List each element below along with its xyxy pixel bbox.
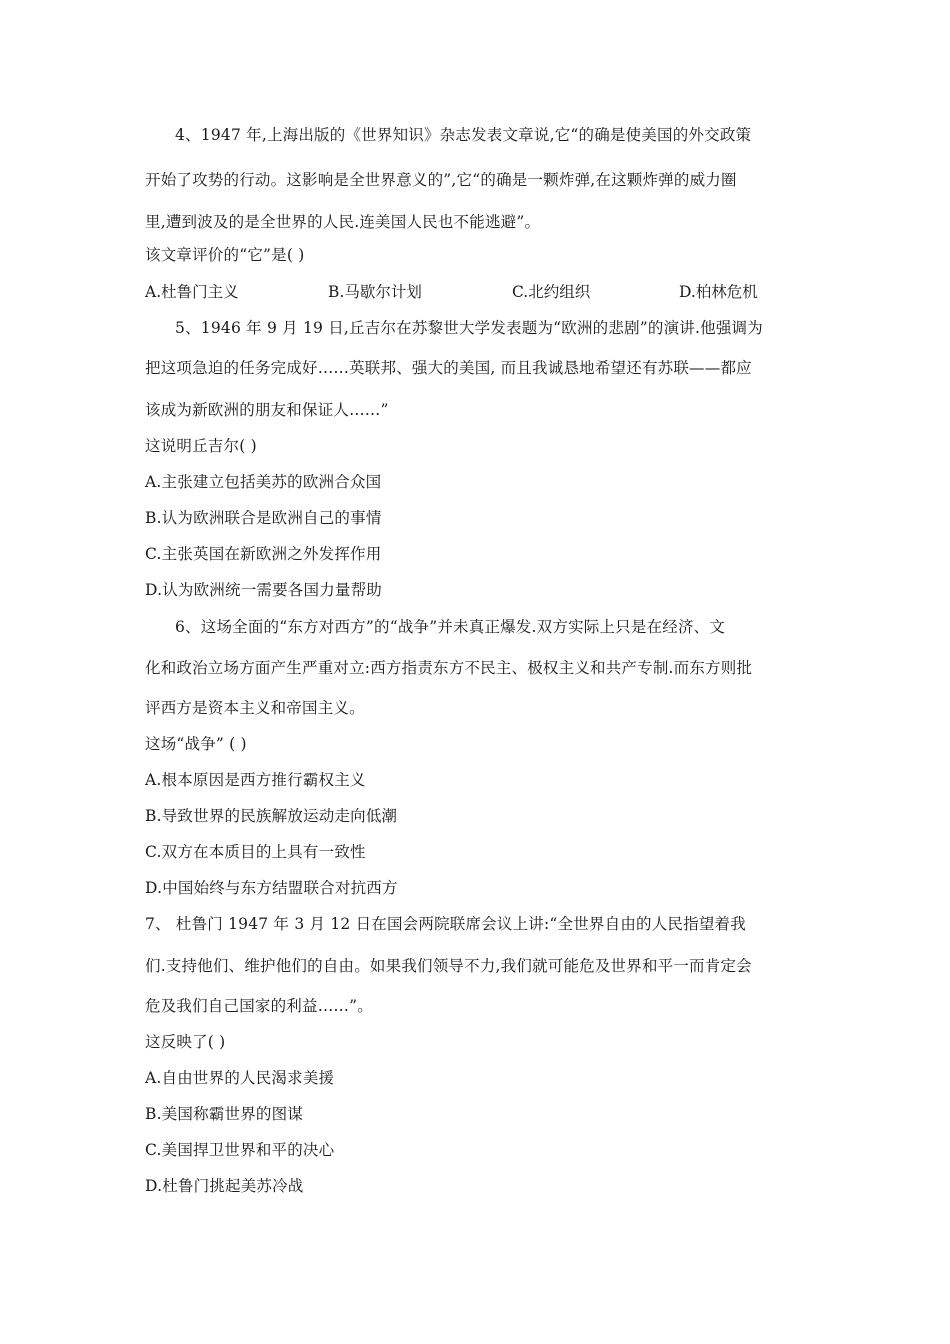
q4-stem-line-2: 开始了攻势的行动。这影响是全世界意义的”,它“的确是一颗炸弹,在这颗炸弹的威力圈 [145, 171, 737, 189]
q4-stem-line-3: 里,遭到波及的是全世界的人民.连美国人民也不能逃避”。 [145, 213, 541, 231]
q7-prompt: 这反映了( ) [145, 1033, 226, 1051]
q4-prompt: 该文章评价的“它”是( ) [145, 246, 305, 264]
q4-stem-line-1: 4、1947 年,上海出版的《世界知识》杂志发表文章说,它“的确是使美国的外交政策 [175, 126, 752, 144]
q6-option-b: B.导致世界的民族解放运动走向低潮 [145, 807, 398, 825]
q5-prompt: 这说明丘吉尔( ) [145, 437, 257, 455]
q6-prompt: 这场“战争” ( ) [145, 735, 247, 753]
q5-stem-line-3: 该成为新欧洲的朋友和保证人……” [145, 401, 389, 419]
q7-option-d: D.杜鲁门挑起美苏冷战 [145, 1177, 304, 1195]
q7-stem-line-1: 7、 杜鲁门 1947 年 3 月 12 日在国会两院联席会议上讲:“全世界自由的人民指望着我 [145, 915, 746, 933]
q5-option-d: D.认为欧洲统一需要各国力量帮助 [145, 581, 383, 599]
q7-stem-line-3: 危及我们自己国家的利益……”。 [145, 997, 373, 1015]
q5-stem-line-2: 把这项急迫的任务完成好……英联邦、强大的美国, 而且我诚恳地希望还有苏联——都应 [145, 359, 752, 377]
q7-option-a: A.自由世界的人民渴求美援 [145, 1069, 335, 1087]
q7-option-c: C.美国捍卫世界和平的决心 [145, 1141, 335, 1159]
q4-option-b: B.马歇尔计划 [328, 283, 422, 301]
q4-option-a: A.杜鲁门主义 [145, 283, 239, 301]
q5-stem-line-1: 5、1946 年 9 月 19 日,丘吉尔在苏黎世大学发表题为“欧洲的悲剧”的演讲.他强调为 [175, 319, 763, 337]
q6-stem-line-3: 评西方是资本主义和帝国主义。 [145, 699, 365, 717]
q4-options [145, 282, 785, 302]
q7-option-b: B.美国称霸世界的图谋 [145, 1105, 304, 1123]
q5-option-a: A.主张建立包括美苏的欧洲合众国 [145, 473, 382, 491]
q6-option-c: C.双方在本质目的上具有一致性 [145, 843, 366, 861]
q5-option-c: C.主张英国在新欧洲之外发挥作用 [145, 545, 382, 563]
q6-stem-line-2: 化和政治立场方面产生严重对立:西方指责东方不民主、极权主义和共产专制.而东方则批 [145, 659, 753, 677]
q6-option-d: D.中国始终与东方结盟联合对抗西方 [145, 879, 398, 897]
q4-option-d: D.柏林危机 [679, 283, 758, 301]
q7-stem-line-2: 们.支持他们、维护他们的自由。如果我们领导不力,我们就可能危及世界和平一而肯定会 [145, 957, 752, 975]
q5-option-b: B.认为欧洲联合是欧洲自己的事情 [145, 509, 382, 527]
q4-option-c: C.北约组织 [512, 283, 591, 301]
q6-option-a: A.根本原因是西方推行霸权主义 [145, 771, 366, 789]
q6-stem-line-1: 6、这场全面的“东方对西方”的“战争”并未真正爆发.双方实际上只是在经济、文 [175, 618, 726, 636]
